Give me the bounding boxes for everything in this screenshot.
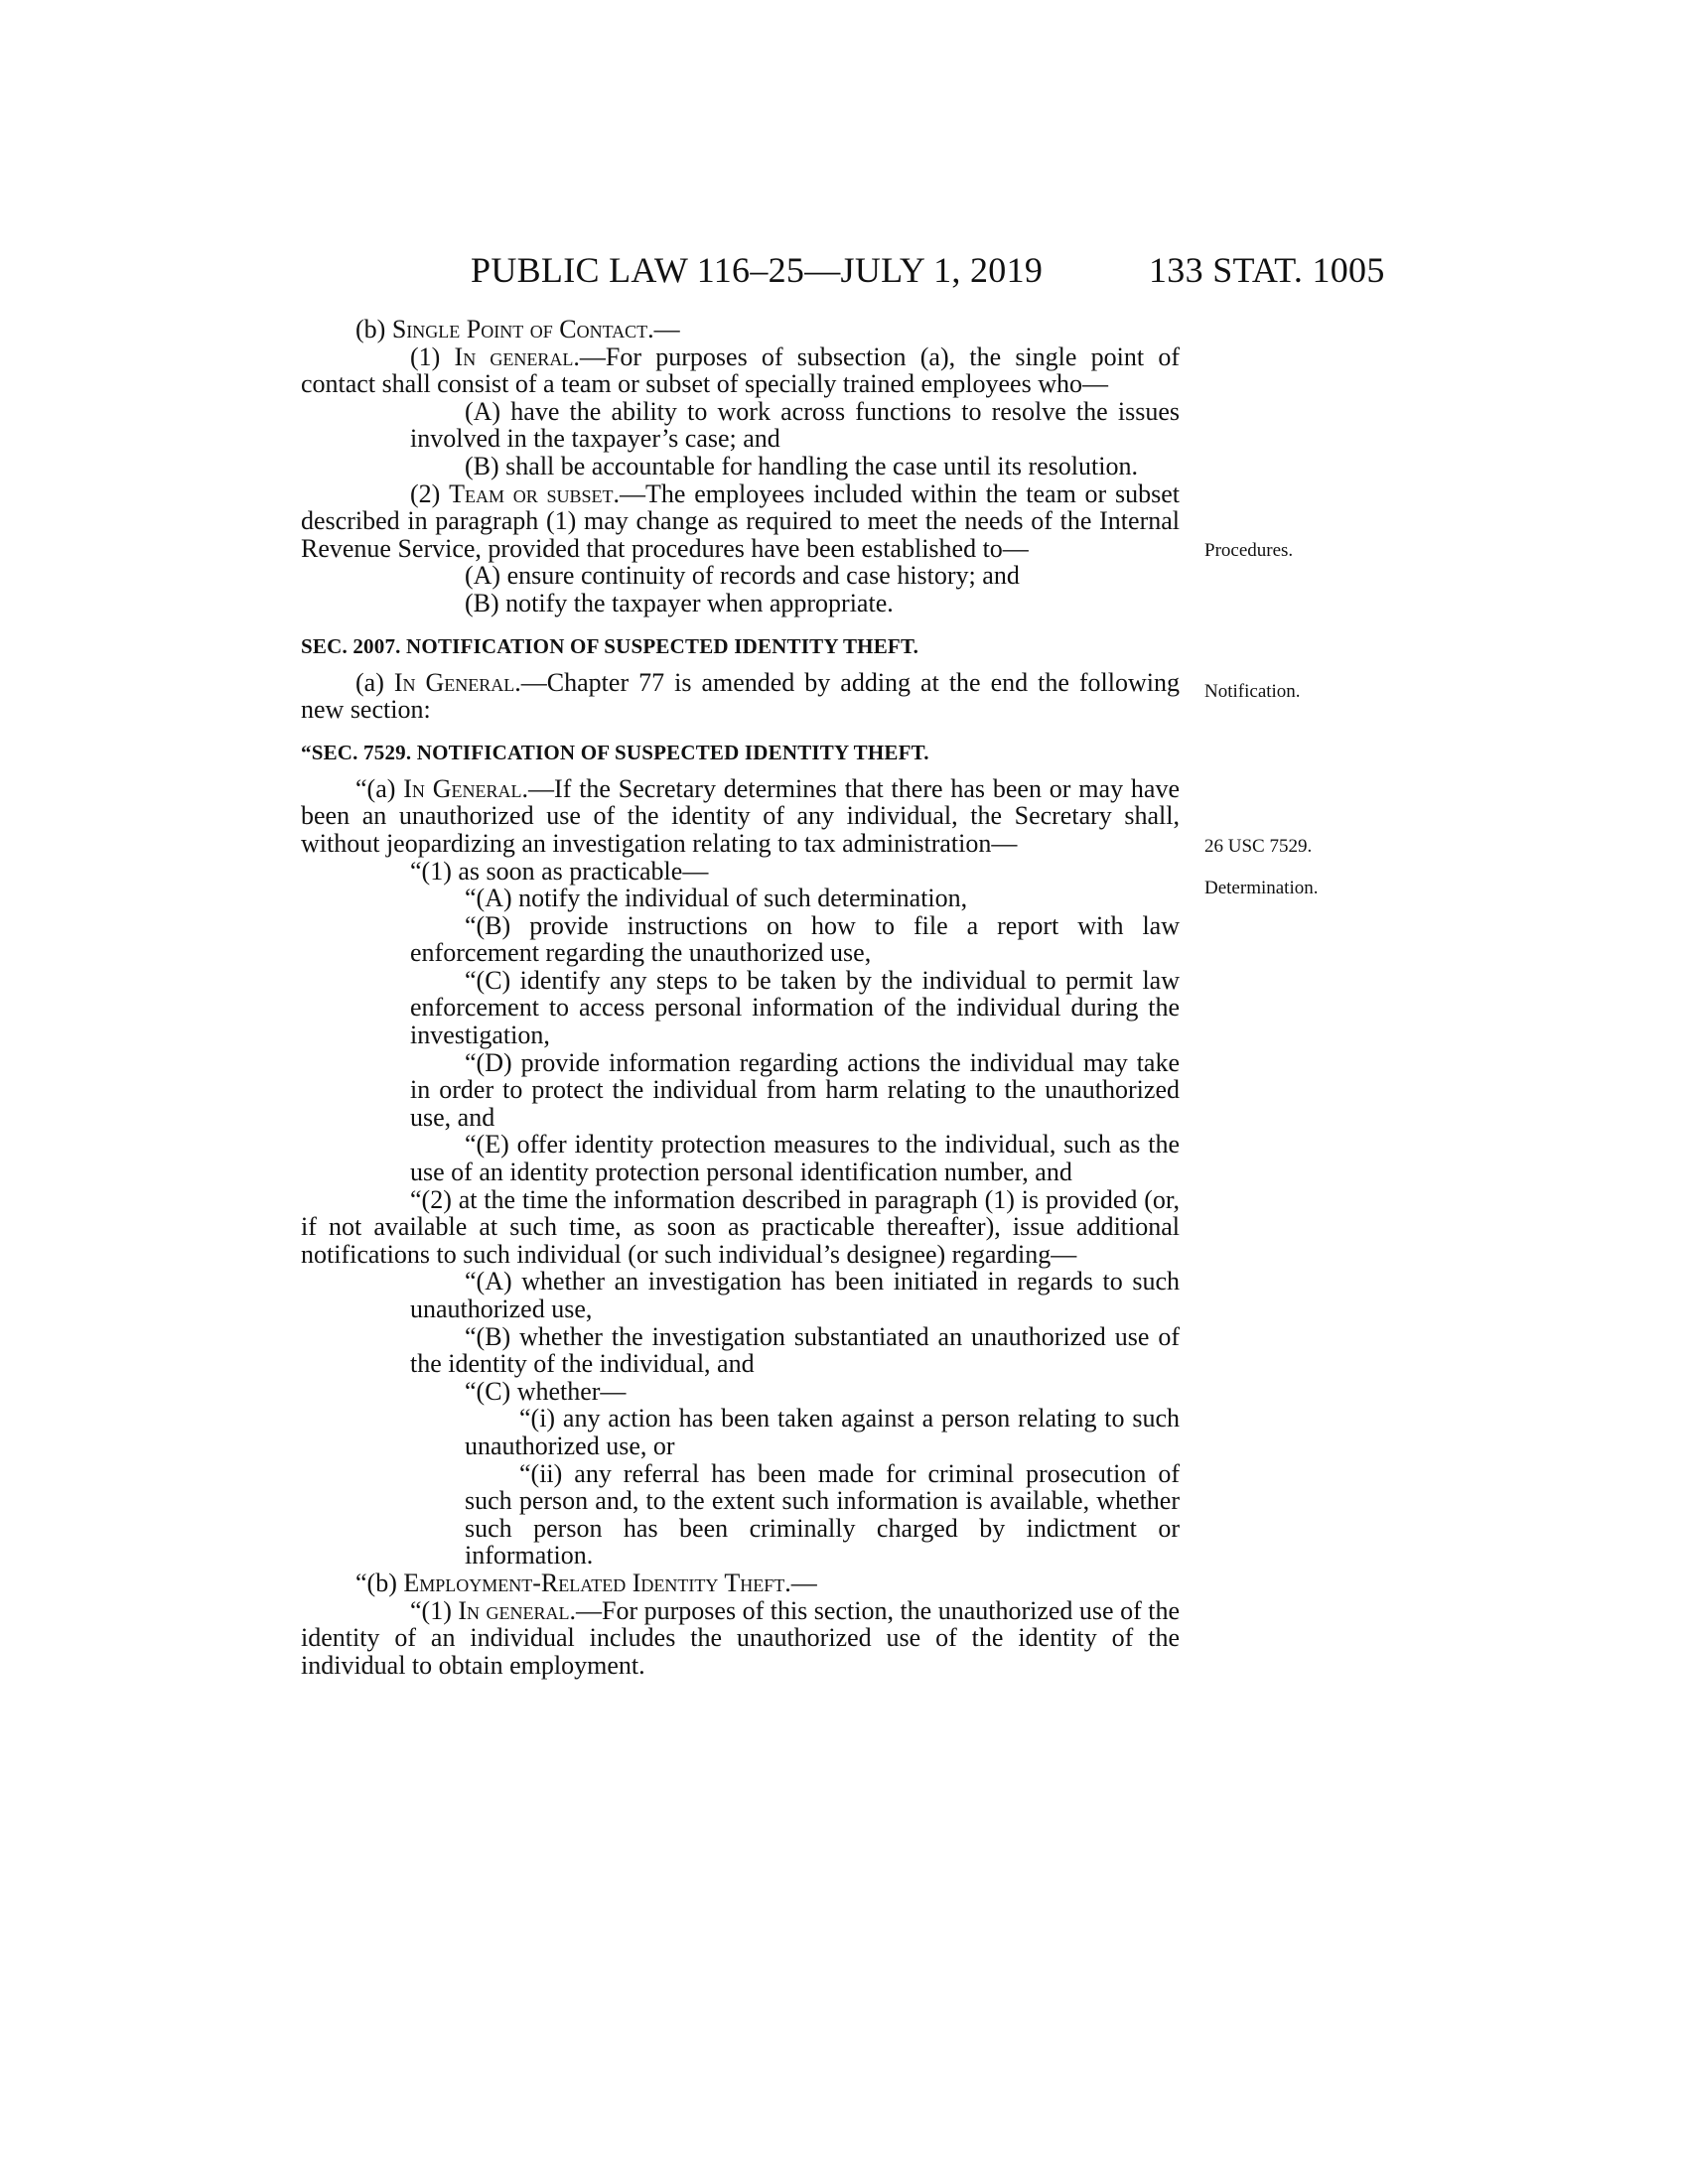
paragraph-b1: (1) In general.—For purposes of subsection (a), the single point of contact shall consist of a team or subset of specially trained employees who— [301,341,1180,399]
subsection-a: (a) In General.—Chapter 77 is amended by adding at the end the following new section: [301,667,1180,725]
quoted-paragraph-b1: “(1) In general.—For purposes of this section, the unauthorized use of the identity of an individual includes the unauthorized use of the identity of the individual to obtain employment. [301,1595,1181,1680]
subparagraph-b1-A: (A) have the ability to work across functions to resolve the issues involved in the taxpayer’s case; and [410,396,1180,454]
quoted-subparagraph-1B: “(B) provide instructions on how to file a report with law enforcement regarding the unauthorized use, [410,910,1180,968]
quoted-paragraph-2: “(2) at the time the information described in paragraph (1) is provided (or, if not available at such time, as soon as practicable thereafter), issue additional notifications to such individual (or such individual’s designee) regarding— [301,1184,1180,1269]
statute-body [301,316,1180,1679]
subparagraph-b2-B: (B) notify the taxpayer when appropriate. [465,588,894,617]
quoted-paragraph-1: “(1) as soon as practicable— [410,856,709,886]
subparagraph-b1-B: (B) shall be accountable for handling the case until its resolution. [465,451,1138,480]
quoted-subparagraph-2A: “(A) whether an investigation has been initiated in regards to such unauthorized use, [410,1267,1180,1323]
quoted-clause-2C-i: “(i) any action has been taken against a person relating to such unauthorized use, or [465,1404,1180,1460]
margin-note-determination: Determination. [1204,878,1319,898]
page-number: 133 STAT. 1005 [1149,250,1385,290]
quoted-subsection-b: “(b) Employment-Related Identity Theft.— [355,1568,817,1597]
running-header-title: PUBLIC LAW 116–25—JULY 1, 2019 [471,250,1044,290]
margin-note-notification: Notification. [1204,681,1301,702]
quoted-subparagraph-2B: “(B) whether the investigation substantiated an unauthorized use of the identity of the individual, and [410,1321,1180,1379]
quoted-subparagraph-1D: “(D) provide information regarding actions the individual may take in order to protect the individual from harm relating to the unauthorized use, and [410,1047,1180,1132]
section-7529-heading: “SEC. 7529. NOTIFICATION OF SUSPECTED IDENTITY THEFT. [301,740,929,764]
subparagraph-b2-A: (A) ensure continuity of records and case history; and [465,561,1020,591]
margin-note-usc: 26 USC 7529. [1204,836,1313,857]
margin-note-procedures: Procedures. [1204,540,1294,561]
quoted-clause-2C-ii: “(ii) any referral has been made for criminal prosecution of such person and, to the extent such information is available, whether such person has been criminally charged by indictment or information. [465,1458,1180,1570]
quoted-subparagraph-1E: “(E) offer identity protection measures to the individual, such as the use of an identity protection personal identification number, and [410,1130,1180,1187]
subsection-b-heading: (b) Single Point of Contact.— [355,315,680,343]
paragraph-b2: (2) Team or subset.—The employees included within the team or subset described in paragraph (1) may change as required to meet the needs of the Internal Revenue Service, provided that procedures have been established to— [301,478,1180,563]
quoted-subparagraph-2C: “(C) whether— [465,1376,627,1406]
quoted-subsection-a: “(a) In General.—If the Secretary determines that there has been or may have been an unauthorized use of the identity of any individual, the Secretary shall, without jeopardizing an investigation relating to tax administration— [301,773,1180,858]
section-2007-heading: SEC. 2007. NOTIFICATION OF SUSPECTED IDENTITY THEFT. [301,633,919,658]
quoted-subparagraph-1A: “(A) notify the individual of such determination, [465,884,968,913]
quoted-subparagraph-1C: “(C) identify any steps to be taken by the individual to permit law enforcement to access personal information of the individual during the investigation, [410,965,1180,1050]
